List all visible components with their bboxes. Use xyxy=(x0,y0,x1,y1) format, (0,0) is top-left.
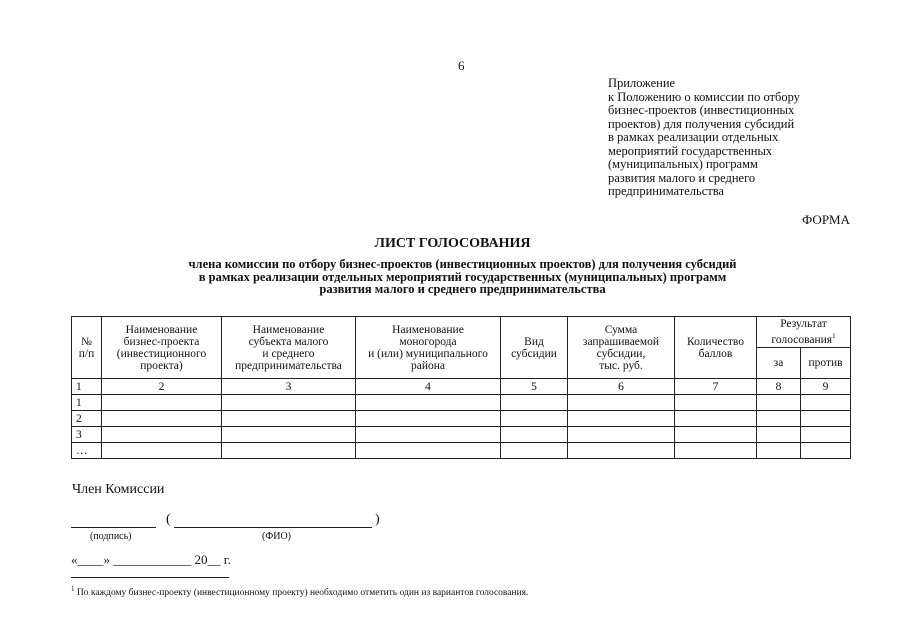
open-parenthesis: ( xyxy=(166,512,171,527)
table-cell[interactable] xyxy=(801,443,851,459)
appendix-block xyxy=(608,77,868,199)
table-cell[interactable] xyxy=(568,395,675,411)
table-cell[interactable] xyxy=(501,395,568,411)
footnote xyxy=(71,585,528,598)
column-number: 6 xyxy=(568,379,675,395)
table-cell[interactable] xyxy=(568,411,675,427)
header-cell-number: № п/п xyxy=(72,317,102,379)
row-number: … xyxy=(72,443,102,459)
table-cell[interactable] xyxy=(222,411,356,427)
appendix-line: в рамках реализации отдельных xyxy=(608,130,779,144)
appendix-line: мероприятий государственных xyxy=(608,143,773,158)
column-number: 9 xyxy=(801,379,851,395)
appendix-line: Приложение xyxy=(608,76,676,90)
column-number: 4 xyxy=(356,379,501,395)
table-row xyxy=(72,411,851,427)
signature-line[interactable] xyxy=(71,527,156,528)
appendix-line: к Положению о комиссии по отбору xyxy=(608,89,800,104)
column-number: 5 xyxy=(501,379,568,395)
appendix-line: (муниципальных) программ xyxy=(608,157,758,171)
table-cell[interactable] xyxy=(757,443,801,459)
document-title: ЛИСТ ГОЛОСОВАНИЯ xyxy=(374,236,531,251)
table-cell[interactable] xyxy=(356,427,501,443)
table-cell[interactable] xyxy=(757,427,801,443)
header-cell-for: за xyxy=(757,348,801,379)
header-cell-entity: Наименование субъекта малого и среднего предпринимательства xyxy=(222,317,356,379)
appendix-line: развития малого и среднего xyxy=(608,170,756,185)
fio-line[interactable] xyxy=(174,527,372,528)
row-number: 2 xyxy=(72,411,102,427)
subtitle-line: в рамках реализации отдельных мероприятий государственных (муниципальных) программ xyxy=(198,269,727,284)
table-cell[interactable] xyxy=(675,443,757,459)
column-number: 2 xyxy=(102,379,222,395)
header-cell-project: Наименование бизнес-проекта (инвестиционного проекта) xyxy=(102,317,222,379)
table-cell[interactable] xyxy=(801,395,851,411)
table-cell[interactable] xyxy=(801,411,851,427)
form-label: ФОРМА xyxy=(802,212,850,227)
table-cell[interactable] xyxy=(757,411,801,427)
table-cell[interactable] xyxy=(356,443,501,459)
table-cell[interactable] xyxy=(102,427,222,443)
table-cell[interactable] xyxy=(102,443,222,459)
header-cell-score: Количество баллов xyxy=(675,317,757,379)
appendix-line: предпринимательства xyxy=(608,184,724,198)
table-row xyxy=(72,427,851,443)
date-line: «____» ____________ 20__ г. xyxy=(71,552,231,567)
appendix-line: бизнес-проектов (инвестиционных xyxy=(608,103,795,117)
table-cell[interactable] xyxy=(222,427,356,443)
header-cell-against: против xyxy=(801,348,851,379)
page-number: 6 xyxy=(458,58,465,73)
table-cell[interactable] xyxy=(102,411,222,427)
appendix-line: проектов) для получения субсидий xyxy=(608,116,795,131)
table-cell[interactable] xyxy=(222,395,356,411)
column-number-row xyxy=(72,379,851,395)
subtitle-line: члена комиссии по отбору бизнес-проектов (инвестиционных проектов) для получения субсидий xyxy=(188,257,737,271)
footnote-mark: 1 xyxy=(832,332,836,341)
table-cell[interactable] xyxy=(356,411,501,427)
table-row xyxy=(72,443,851,459)
close-parenthesis: ) xyxy=(375,512,380,527)
row-number: 1 xyxy=(72,395,102,411)
table-cell[interactable] xyxy=(501,443,568,459)
header-cell-district: Наименование моногорода и (или) муниципального района xyxy=(356,317,501,379)
table-cell[interactable] xyxy=(356,395,501,411)
fio-caption: (ФИО) xyxy=(262,531,292,542)
header-cell-amount: Сумма запрашиваемой субсидии, тыс. руб. xyxy=(568,317,675,379)
footnote-mark: 1 xyxy=(71,585,75,593)
column-number: 1 xyxy=(72,379,102,395)
subtitle-line: развития малого и среднего предпринимательства xyxy=(319,282,606,296)
table-cell[interactable] xyxy=(501,411,568,427)
table-cell[interactable] xyxy=(675,411,757,427)
row-number: 3 xyxy=(72,427,102,443)
table-row xyxy=(72,395,851,411)
table-cell[interactable] xyxy=(675,427,757,443)
table-cell[interactable] xyxy=(568,443,675,459)
header-cell-result: Результат голосования$^1$ xyxy=(757,317,851,348)
column-number: 8 xyxy=(757,379,801,395)
member-label: Член Комиссии xyxy=(72,482,165,497)
document-subtitle xyxy=(100,258,825,296)
table-cell[interactable] xyxy=(222,443,356,459)
table-cell[interactable] xyxy=(102,395,222,411)
table-cell[interactable] xyxy=(801,427,851,443)
footnote-divider xyxy=(71,577,229,578)
table-cell[interactable] xyxy=(501,427,568,443)
header-cell-subsidy-type: Вид субсидии xyxy=(501,317,568,379)
signature-caption: (подпись) xyxy=(90,531,132,542)
voting-table xyxy=(71,316,851,459)
footnote-text: По каждому бизнес-проекту (инвестиционному проекту) необходимо отметить один из вариантов голосования. xyxy=(74,588,529,599)
table-cell[interactable] xyxy=(675,395,757,411)
table-cell[interactable] xyxy=(757,395,801,411)
column-number: 3 xyxy=(222,379,356,395)
column-number: 7 xyxy=(675,379,757,395)
table-cell[interactable] xyxy=(568,427,675,443)
